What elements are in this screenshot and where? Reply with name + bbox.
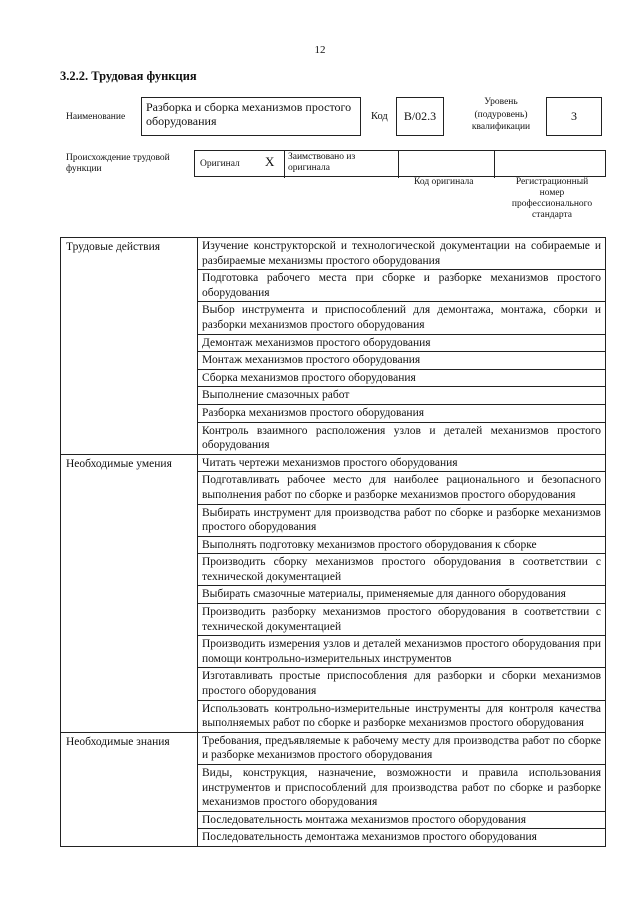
list-item: Контроль взаимного расположения узлов и деталей механизмов простого оборудования xyxy=(198,422,606,454)
group-title: Необходимые умения xyxy=(61,454,198,732)
list-item: Выполнение смазочных работ xyxy=(198,387,606,405)
level-value: 3 xyxy=(546,97,602,136)
original-label: Оригинал xyxy=(200,159,240,169)
code-original-cell xyxy=(399,151,495,178)
name-value: Разборка и сборка механизмов простого оборудования xyxy=(141,97,361,136)
original-cell xyxy=(195,151,285,178)
list-item: Читать чертежи механизмов простого оборудования xyxy=(198,454,606,472)
list-item: Использовать контрольно-измерительные инструменты для контроля качества выполняемых работ по сборке и разборке механизмов простого оборудования xyxy=(198,700,606,732)
name-label: Наименование xyxy=(66,112,126,122)
list-item: Сборка механизмов простого оборудования xyxy=(198,369,606,387)
list-item: Изготавливать простые приспособления для разборки и сборки механизмов простого оборудования xyxy=(198,668,606,700)
code-value: B/02.3 xyxy=(396,97,444,136)
list-item: Требования, предъявляемые к рабочему месту для производства работ по сборке и разборке механизмов простого оборудования xyxy=(198,732,606,764)
table-row xyxy=(61,732,606,764)
list-item: Разборка механизмов простого оборудования xyxy=(198,404,606,422)
table-row xyxy=(61,238,606,270)
section-title: 3.2.2. Трудовая функция xyxy=(60,69,197,83)
borrowed-cell xyxy=(285,151,399,178)
page-number: 12 xyxy=(314,44,326,56)
list-item: Выполнять подготовку механизмов простого оборудования к сборке xyxy=(198,536,606,554)
code-original-label: Код оригинала xyxy=(414,177,474,187)
reg-number-cell xyxy=(495,151,605,178)
list-item: Выбирать инструмент для производства работ по сборке и разборке механизмов простого оборудования xyxy=(198,504,606,536)
code-label: Код xyxy=(371,111,388,122)
list-item: Монтаж механизмов простого оборудования xyxy=(198,352,606,370)
origin-label: Происхождение трудовой функции xyxy=(66,153,170,174)
group-title: Необходимые знания xyxy=(61,732,198,846)
list-item: Последовательность монтажа механизмов простого оборудования xyxy=(198,811,606,829)
list-item: Выбор инструмента и приспособлений для демонтажа, монтажа, сборки и разборки механизмов простого оборудования xyxy=(198,302,606,334)
list-item: Виды, конструкция, назначение, возможности и правила использования инструментов и приспособлений для производства работ по сборке и разборке механизмов простого оборудования xyxy=(198,765,606,812)
table-row xyxy=(61,454,606,472)
original-mark: X xyxy=(265,154,275,169)
function-table xyxy=(60,237,606,847)
origin-table xyxy=(194,150,606,177)
list-item: Производить измерения узлов и деталей механизмов простого оборудования при помощи контрольно-измерительных инструментов xyxy=(198,636,606,668)
list-item: Изучение конструкторской и технологической документации на собираемые и разбираемые механизмы простого оборудования xyxy=(198,238,606,270)
reg-number-label: Регистрационный номер профессионального стандарта xyxy=(511,177,593,220)
group-title: Трудовые действия xyxy=(61,238,198,455)
list-item: Последовательность демонтажа механизмов простого оборудования xyxy=(198,829,606,847)
list-item: Подготовка рабочего места при сборке и разборке механизмов простого оборудования xyxy=(198,270,606,302)
list-item: Демонтаж механизмов простого оборудования xyxy=(198,334,606,352)
list-item: Производить разборку механизмов простого оборудования в соответствии с технической документацией xyxy=(198,604,606,636)
list-item: Производить сборку механизмов простого оборудования в соответствии с технической документацией xyxy=(198,554,606,586)
list-item: Выбирать смазочные материалы, применяемые для данного оборудования xyxy=(198,586,606,604)
borrowed-label: Заимствовано из оригинала xyxy=(288,152,356,173)
level-label: Уровень (подуровень) квалификации xyxy=(471,97,531,132)
list-item: Подготавливать рабочее место для наиболее рационального и безопасного выполнения работ по сборке и разборке механизмов простого оборудования xyxy=(198,472,606,504)
